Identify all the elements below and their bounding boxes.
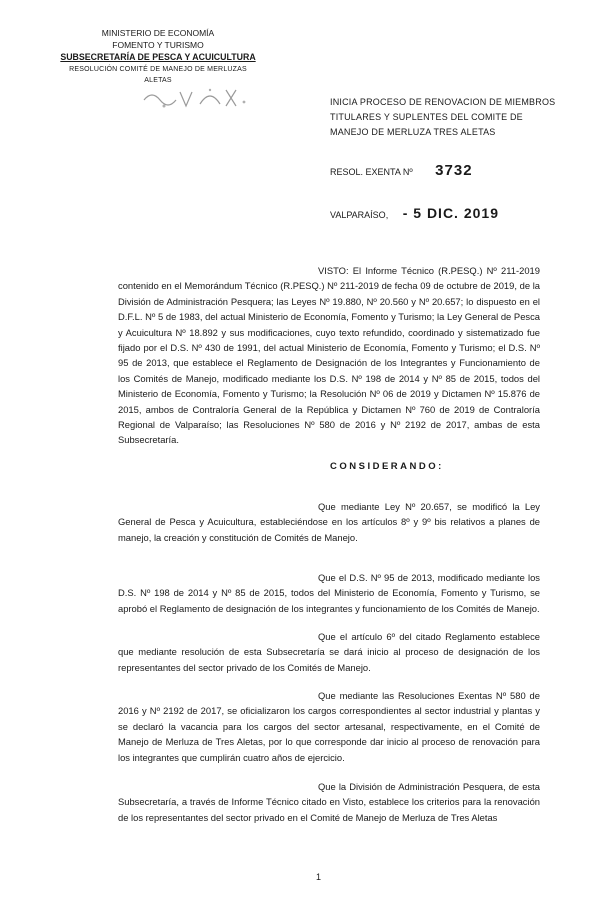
considerando-heading: CONSIDERANDO: — [330, 461, 444, 472]
visto-paragraph: VISTO: El Informe Técnico (R.PESQ.) Nº 211-2019 contenido en el Memorándum Técnico (R.PESQ.) Nº 211-2019 de fecha 09 de octubre de 2019, de la División de Administración Pesquera; las Leyes Nº 19.880, Nº 20.560 y Nº 20.657; lo dispuesto en el D.F.L. Nº 5 de 1983, del actual Ministerio de Economía, Fomento y Turismo; la Ley General de Pesca y Acuicultura Nº 18.892 y sus modificaciones, cuyo texto refundido, coordinado y sistematizado fue fijado por el D.S. Nº 430 de 1991, del actual Ministerio de Economía, Fomento y Turismo; el D.S. Nº 95 de 2013, que establece el Reglamento de Designación de los Integrantes y Funcionamiento de los Comités de Manejo, modificado mediante los D.S. Nº 198 de 2014 y Nº 85 de 2015, todos del Ministerio de Economía, Fomento y Turismo; la Resolución Nº 06 de 2019 y Dictamen Nº 15.876 de 2015, ambos de Contraloría General de la República y Dictamen Nº 760 de 2019 de Contraloría Regional de Valparaíso; las Resoluciones Nº 580 de 2016 y Nº 2192 de 2017, ambas de esta Subsecretaría. — [118, 265, 540, 446]
page-number: 1 — [316, 872, 322, 882]
considerando-2: Que el D.S. Nº 95 de 2013, modificado mediante los D.S. Nº 198 de 2014 y Nº 85 de 2015, todos del Ministerio de Economía, Fomento y Turismo, se aprobó el Reglamento de designación de los integrantes y funcionamiento de los Comités de Manejo. — [118, 572, 540, 614]
committee-line: RESOLUCIÓN COMITÉ DE MANEJO DE MERLUZAS — [69, 66, 247, 73]
considerando-4: Que mediante las Resoluciones Exentas Nº 580 de 2016 y Nº 2192 de 2017, se oficializaron los cargos correspondientes al sector industrial y plantas y se declaró la vacancia para los cargos del sector artesanal, respectivamente, en el Comité de Manejo de Merluza de Tres Aletas, por lo que corresponde dar inicio al proceso de renovación para los integrantes que cumplirán cuatro años de ejercicio. — [118, 690, 540, 763]
subsecretariat-line: SUBSECRETARÍA DE PESCA Y ACUICULTURA — [60, 52, 256, 62]
ministry-line-2: FOMENTO Y TURISMO — [112, 40, 204, 50]
committee-line-2: ALETAS — [144, 77, 172, 84]
considerando-5: Que la División de Administración Pesquera, de esta Subsecretaría, a través de Informe Técnico citado en Visto, establece los criterios para la renovación de los representantes del sector privado en el Comité de Manejo de Merluza de Tres Aletas — [118, 781, 540, 823]
considerando-3: Que el artículo 6º del citado Reglamento establece que mediante resolución de esta Subsecretaría se dará inicio al proceso de designación de los representantes del sector privado de los Comités de Manejo. — [118, 631, 540, 673]
resolution-number: 3732 — [435, 162, 473, 179]
considerando-1: Que mediante Ley Nº 20.657, se modificó la Ley General de Pesca y Acuicultura, estableciéndose en los artículos 8º y 9º bis relativos a planes de manejo, la creación y constitución de Comités de Manejo. — [118, 501, 540, 543]
date: - 5 DIC. 2019 — [402, 205, 499, 221]
place: VALPARAÍSO, — [330, 210, 389, 220]
place-date-line — [330, 205, 499, 221]
resolution-number-line — [330, 162, 473, 179]
stamp-mark — [140, 84, 250, 112]
document-title: INICIA PROCESO DE RENOVACION DE MIEMBROS TITULARES Y SUPLENTES DEL COMITE DE MANEJO DE MERLUZA TRES ALETAS — [330, 97, 556, 137]
resolution-label: RESOL. EXENTA Nº — [330, 167, 413, 177]
ministry-line: MINISTERIO DE ECONOMÍA — [101, 28, 215, 38]
